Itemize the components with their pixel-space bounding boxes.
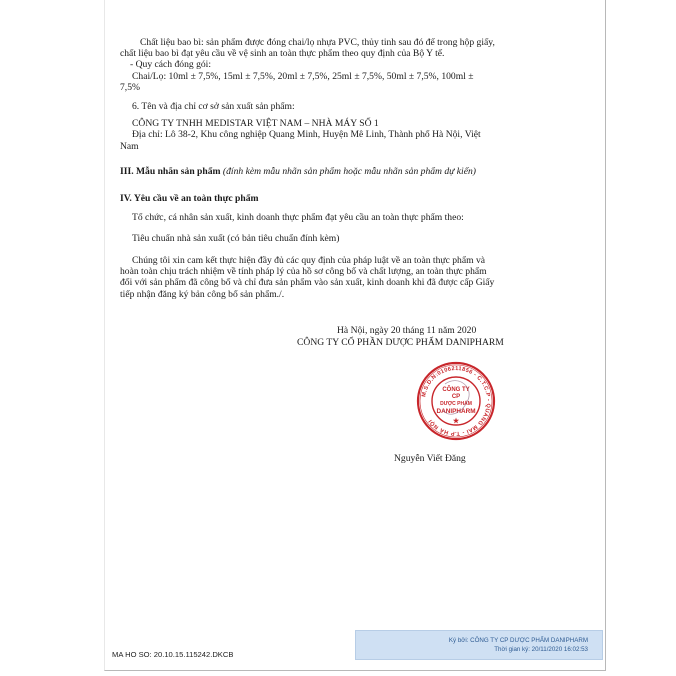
stamp-line-2: CP: [451, 394, 461, 400]
signer-name: Nguyễn Viết Đăng: [394, 453, 466, 464]
text-line: Tiêu chuẩn nhà sản xuất (có bản tiêu chuẩn đính kèm): [132, 233, 340, 244]
section-3-heading: [120, 166, 476, 177]
e-signature-time: Thời gian ký: 20/11/2020 16:02:53: [494, 646, 588, 653]
company-stamp: [415, 360, 497, 442]
e-signature-signer: Ký bởi: CÔNG TY CP DƯỢC PHẨM DANIPHARM: [448, 637, 588, 644]
stamp-ring-text: M.S.D.N:0106211856 - C.T.C.P - QUANG MAI - T.P HÀ NỘI: [421, 365, 492, 437]
stamp-line-3: DƯỢC PHẨM: [440, 401, 472, 407]
text-line: chất liệu bao bì đạt yêu cầu về vệ sinh an toàn thực phẩm theo quy định của Bộ Y tế.: [120, 48, 445, 59]
signature-date: Hà Nội, ngày 20 tháng 11 năm 2020: [337, 325, 477, 336]
signature-company: CÔNG TY CỔ PHẦN DƯỢC PHẨM DANIPHARM: [297, 337, 504, 348]
text-line: 7,5%: [120, 82, 140, 93]
text-line: - Quy cách đóng gói:: [130, 59, 211, 70]
text-line: Chất liệu bao bì: sản phẩm được đóng chai/lọ nhựa PVC, thủy tinh sau đó để trong hộp giấy,: [140, 37, 495, 48]
e-signature-box: [355, 630, 603, 660]
text-line: Tổ chức, cá nhân sản xuất, kinh doanh thực phẩm đạt yêu cầu an toàn thực phẩm theo:: [132, 212, 464, 223]
section-3-note: (đính kèm mẫu nhãn sản phẩm hoặc mẫu nhãn sản phẩm dự kiến): [222, 166, 476, 177]
commitment-line: tiếp nhận đăng ký bản công bố sản phẩm./.: [120, 289, 285, 300]
stamp-line-4: DANIPHARM: [436, 408, 476, 415]
commitment-line: Chúng tôi xin cam kết thực hiện đầy đủ các quy định của pháp luật về an toàn thực phẩm và: [132, 255, 486, 266]
star-icon: ★: [452, 418, 460, 425]
file-code: MA HO SO: 20.10.15.115242.DKCB: [112, 650, 234, 659]
text-line: Chai/Lọ: 10ml ± 7,5%, 15ml ± 7,5%, 20ml ± 7,5%, 25ml ± 7,5%, 50ml ± 7,5%, 100ml ±: [132, 71, 474, 82]
text-line: Nam: [120, 141, 139, 152]
commitment-line: hoàn toàn chịu trách nhiệm về tính pháp lý của hồ sơ công bố và chất lượng, an toàn thực phẩm: [120, 266, 487, 277]
manufacturer-address: Địa chỉ: Lô 38-2, Khu công nghiệp Quang Minh, Huyện Mê Linh, Thành phố Hà Nội, Việt: [132, 129, 481, 140]
text-line: 6. Tên và địa chỉ cơ sở sản xuất sản phẩm:: [132, 101, 295, 112]
commitment-line: đối với sản phẩm đã công bố và chỉ đưa sản phẩm vào sản xuất, kinh doanh khi đã được cấp Giấy: [120, 277, 495, 288]
manufacturer-name: CÔNG TY TNHH MEDISTAR VIỆT NAM – NHÀ MÁY SỐ 1: [132, 118, 379, 129]
stamp-line-1: CÔNG TY: [442, 387, 470, 393]
section-3-title: III. Mẫu nhãn sản phẩm: [120, 166, 221, 177]
section-4-heading: IV. Yêu cầu về an toàn thực phẩm: [120, 193, 259, 204]
